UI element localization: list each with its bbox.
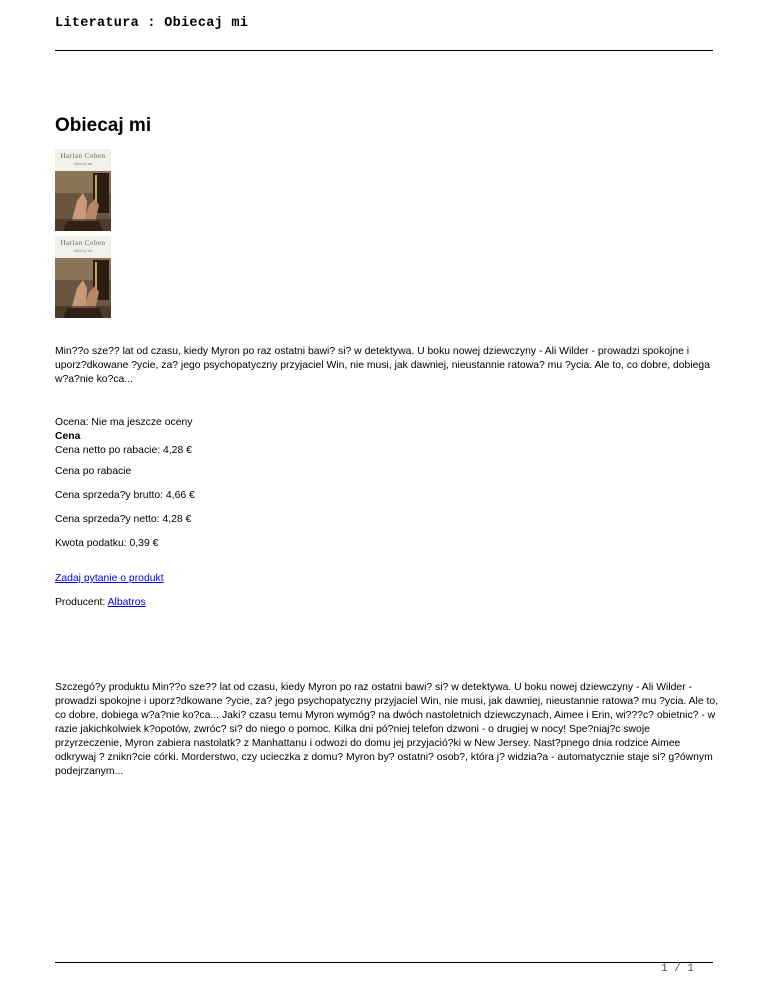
product-summary: Min??o sze?? lat od czasu, kiedy Myron po raz ostatni bawi? si? w detektywa. U boku nowej dziewczyny - Ali Wilder - prowadzi spokojne i uporz?dkowane ?ycie, za? jego psychopatyczny przyjaciel Win, nie musi, jak dawniej, nieustannie ratowa? mu ?ycia. Ale to, co dobre, dobiega w?a?nie ko?ca... <box>55 346 710 385</box>
cover-artwork <box>55 258 111 318</box>
cover-artwork <box>55 171 111 231</box>
rating-text: Ocena: Nie ma jeszcze oceny <box>55 417 193 428</box>
gross-sale-price: Cena sprzeda?y brutto: 4,66 € <box>55 490 195 501</box>
producer-row <box>55 596 146 610</box>
page-title: Obiecaj mi <box>55 115 152 136</box>
cover-author-text: Harlan Coben <box>60 239 106 247</box>
book-cover-image <box>55 149 111 231</box>
producer-link[interactable]: Albatros <box>107 597 146 608</box>
net-sale-price: Cena sprzeda?y netto: 4,28 € <box>55 514 192 525</box>
header-divider <box>55 50 713 51</box>
page-number: 1 / 1 <box>661 963 695 975</box>
product-details: Szczegó?y produktu Min??o sze?? lat od czasu, kiedy Myron po raz ostatni bawi? si? w detektywa. U boku nowej dziewczyny - Ali Wilder - prowadzi spokojne i uporz?dkowane ?ycie, za? jego psychopatyczny przyjaciel Win, nie musi, jak dawniej, nieustannie ratowa? mu ?ycia. Ale to, co dobre, dobiega w?a?nie ko?ca... Jaki? czasu temu Myron wymóg? na dwóch nastoletnich dziewczynach, Aimee i Erin, wi???c? obietnic? - w razie jakichkolwiek k?opotów, zwróc? si? do niego o pomoc. Kilka dni pó?niej telefon dzwoni - o drugiej w nocy! Spe?niaj?c swoje przyrzeczenie, Myron zabiera nastolatk? z Manhattanu i odwozi do domu jej przyjació?ki w New Jersey. Nast?pnego dnia rodzice Aimee odkrywaj ? znikn?cie córki. Morderstwo, czy ucieczka z domu? Myron by? ostatni? osob?, która j? widzia?a - automatycznie staje si? g?ównym podejrzanym... <box>55 682 719 777</box>
header-title: Literatura : Obiecaj mi <box>55 16 249 31</box>
cover-title-text: obiecaj mi <box>73 248 93 253</box>
book-cover-image <box>55 236 111 318</box>
tax-amount: Kwota podatku: 0,39 € <box>55 538 159 549</box>
cover-author-text: Harlan Coben <box>60 152 106 160</box>
producer-label: Producent: <box>55 597 106 608</box>
price-after-discount: Cena po rabacie <box>55 466 132 477</box>
price-heading: Cena <box>55 431 81 442</box>
footer-divider <box>55 962 713 963</box>
ask-question-row <box>55 572 164 586</box>
net-price-after-discount: Cena netto po rabacie: 4,28 € <box>55 445 192 456</box>
cover-title-text: obiecaj mi <box>73 161 93 166</box>
ask-question-link[interactable]: Zadaj pytanie o produkt <box>55 573 164 584</box>
